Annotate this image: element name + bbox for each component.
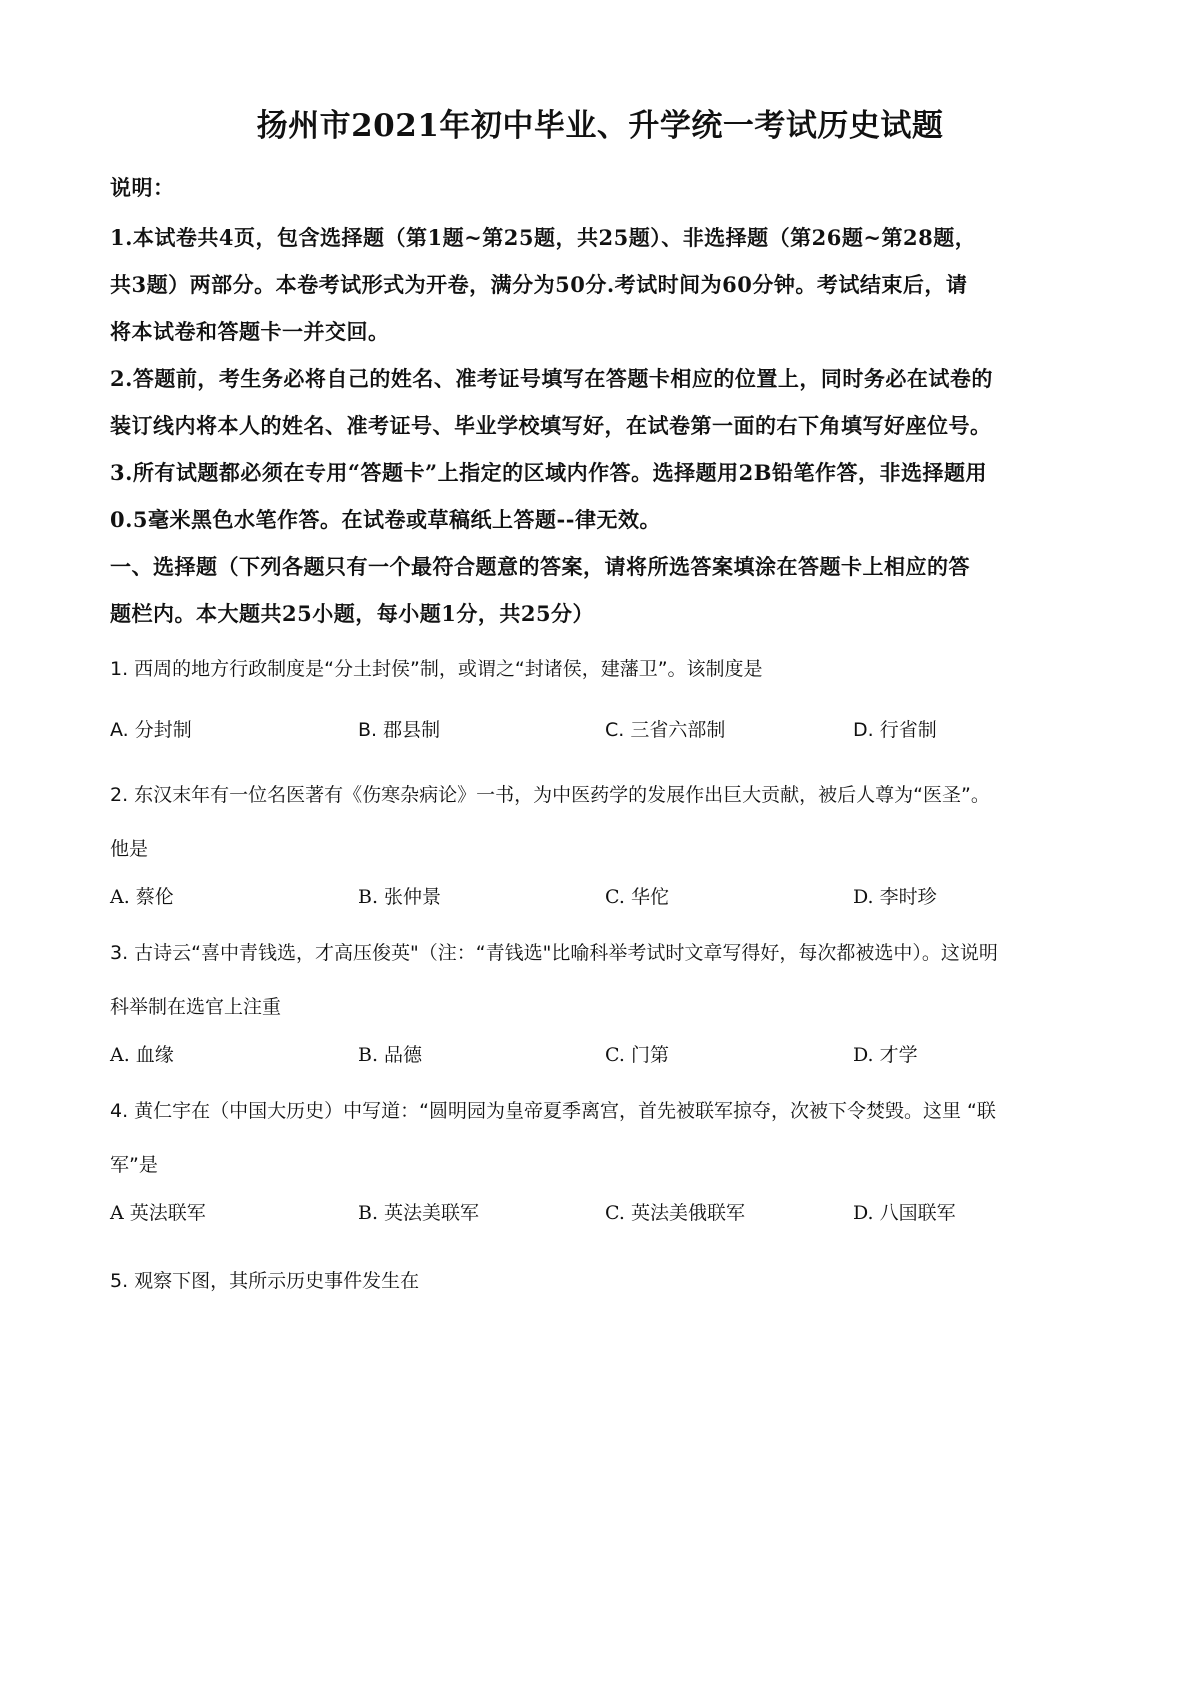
question-4-text: 4. 黄仁宇在（中国大历史）中写道：“圆明园为皇帝夏季离宫，首先被联军掠夺，次被下令焚毁。这里 “联 — [110, 1100, 996, 1122]
section-heading: 题栏内。本大题共25小题，每小题1分，共25分） — [110, 601, 595, 626]
question-4-option-c: C. 英法美俄联军 — [605, 1202, 745, 1224]
instructions-heading: 说明： — [110, 175, 175, 200]
instruction-line: 2.答题前，考生务必将自己的姓名、准考证号填写在答题卡相应的位置上，同时务必在试卷的 — [110, 366, 993, 391]
question-3-text: 3. 古诗云“喜中青钱选，才高压俊英"（注：“青钱选"比喻科举考试时文章写得好，每次都被选中）。这说明 — [110, 942, 998, 964]
question-4-option-b: B. 英法美联军 — [358, 1202, 480, 1224]
question-2-option-a: A. 蔡伦 — [110, 886, 174, 908]
section-heading: 一、选择题（下列各题只有一个最符合题意的答案，请将所选答案填涂在答题卡上相应的答 — [110, 554, 970, 579]
question-3-option-b: B. 品德 — [358, 1044, 423, 1066]
page-title: 扬州市2021年初中毕业、升学统一考试历史试题 — [256, 108, 944, 144]
instruction-line: 装订线内将本人的姓名、准考证号、毕业学校填写好，在试卷第一面的右下角填写好座位号。 — [110, 413, 992, 438]
question-2-text: 他是 — [110, 838, 149, 860]
question-1-option-c: C. 三省六部制 — [605, 719, 726, 741]
question-4-text: 军”是 — [110, 1154, 158, 1176]
instruction-line: 3.所有试题都必须在专用“答题卡”上指定的区域内作答。选择题用2B铅笔作答，非选择题用 — [110, 460, 987, 485]
instruction-line: 0.5毫米黑色水笔作答。在试卷或草稿纸上答题--律无效。 — [110, 507, 661, 532]
question-3-text: 科举制在选官上注重 — [110, 996, 282, 1018]
question-3-option-d: D. 才学 — [853, 1044, 918, 1066]
question-2-option-c: C. 华佗 — [605, 886, 669, 908]
instruction-line: 共3题）两部分。本卷考试形式为开卷，满分为50分.考试时间为60分钟。考试结束后，请 — [110, 272, 968, 297]
instruction-line: 将本试卷和答题卡一并交回。 — [110, 319, 390, 344]
question-2-option-b: B. 张仲景 — [358, 886, 442, 908]
question-4-option-a: A 英法联军 — [110, 1202, 206, 1224]
question-1-option-b: B. 郡县制 — [358, 719, 441, 741]
question-1-option-a: A. 分封制 — [110, 719, 192, 741]
question-2-text: 2. 东汉末年有一位名医著有《伤寒杂病论》一书，为中医药学的发展作出巨大贡献，被后人尊为“医圣”。 — [110, 784, 990, 806]
question-2-option-d: D. 李时珍 — [853, 886, 937, 908]
instruction-line: 1.本试卷共4页，包含选择题（第1题~第25题，共25题）、非选择题（第26题~第28题， — [110, 225, 977, 250]
question-1-option-d: D. 行省制 — [853, 719, 937, 741]
question-5-text: 5. 观察下图，其所示历史事件发生在 — [110, 1270, 420, 1292]
question-3-option-a: A. 血缘 — [110, 1044, 174, 1066]
question-4-option-d: D. 八国联军 — [853, 1202, 956, 1224]
question-1-text: 1. 西周的地方行政制度是“分土封侯”制，或谓之“封诸侯，建藩卫”。该制度是 — [110, 658, 763, 680]
question-3-option-c: C. 门第 — [605, 1044, 669, 1066]
